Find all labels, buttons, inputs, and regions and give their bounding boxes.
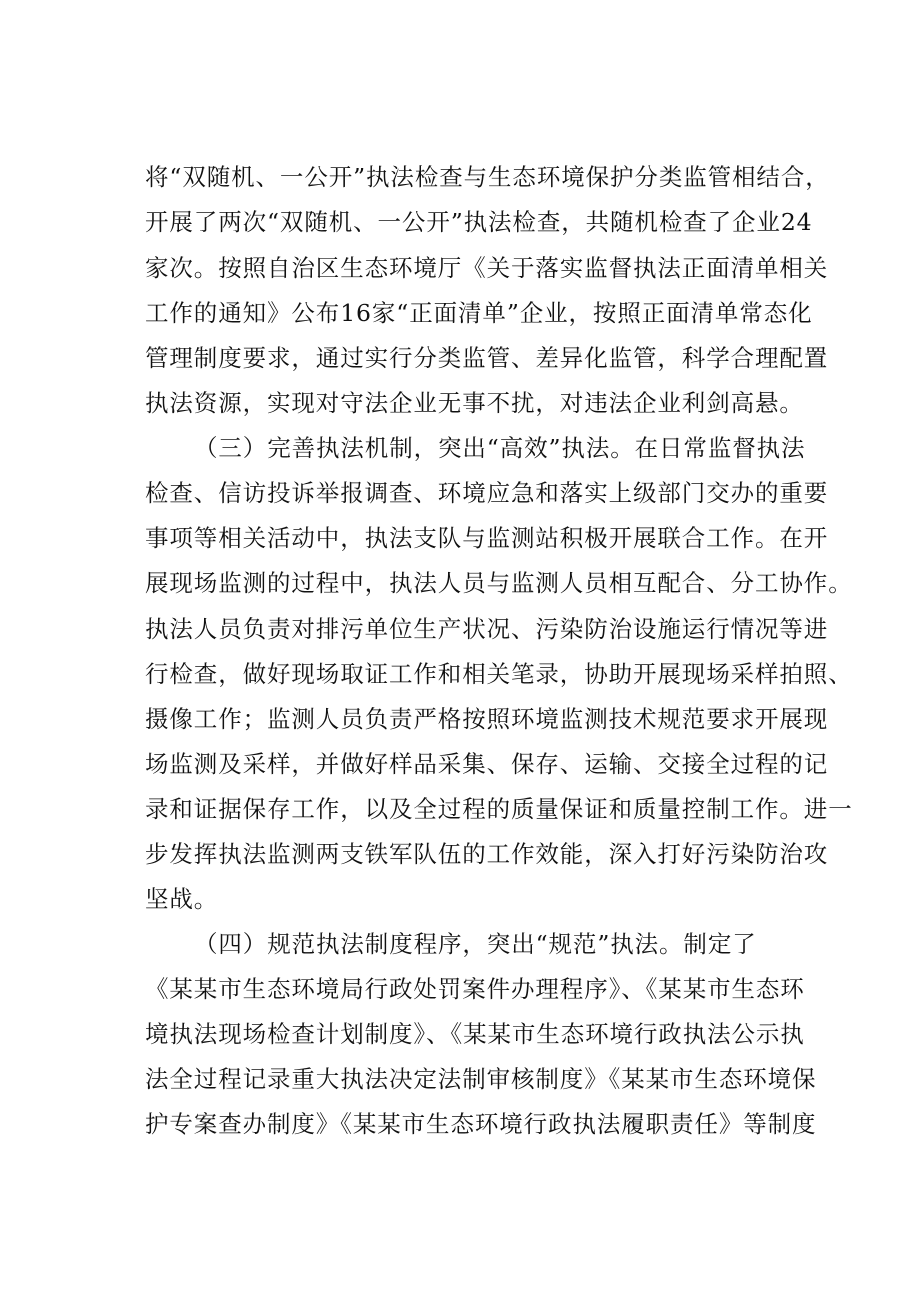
text-line: 境执法现场检查计划制度》、《某某市生态环境行政执法公示执 xyxy=(145,1020,805,1048)
text-line: 步发挥执法监测两支铁军队伍的工作效能，深入打好污染防治攻 xyxy=(145,840,829,868)
text-line: 录和证据保存工作，以及全过程的质量保证和质量控制工作。进一 xyxy=(145,795,853,823)
text-line: 展现场监测的过程中，执法人员与监测人员相互配合、分工协作。 xyxy=(145,569,853,597)
text-line: 摄像工作；监测人员负责严格按照环境监测技术规范要求开展现 xyxy=(145,705,829,733)
text-line: 工作的通知》公布16家“正面清单”企业，按照正面清单常态化 xyxy=(145,299,813,327)
text-line: 护专案查办制度》《某某市生态环境行政执法履职责任》等制度 xyxy=(145,1110,817,1138)
text-line: 《某某市生态环境局行政处罚案件办理程序》、《某某市生态环 xyxy=(145,975,805,1003)
text-line: 行检查，做好现场取证工作和相关笔录，协助开展现场采样拍照、 xyxy=(145,660,853,688)
text-line: 执法人员负责对排污单位生产状况、污染防治设施运行情况等进 xyxy=(145,615,829,643)
text-line: 将“双随机、一公开”执法检查与生态环境保护分类监管相结合， xyxy=(145,163,830,191)
text-line: 坚战。 xyxy=(145,885,219,913)
text-line: 法全过程记录重大执法决定法制审核制度》《某某市生态环境保 xyxy=(145,1065,817,1093)
text-line: 管理制度要求，通过实行分类监管、差异化监管，科学合理配置 xyxy=(145,344,829,372)
text-line: 场监测及采样，并做好样品采集、保存、运输、交接全过程的记 xyxy=(145,750,829,778)
text-line: 开展了两次“双随机、一公开”执法检查，共随机检查了企业24 xyxy=(145,208,813,236)
text-line: 家次。按照自治区生态环境厅《关于落实监督执法正面清单相关 xyxy=(145,254,829,282)
text-line: 执法资源，实现对守法企业无事不扰，对违法企业利剑高悬。 xyxy=(145,389,804,417)
section-heading-line: （四）规范执法制度程序，突出“规范”执法。制定了 xyxy=(194,930,757,958)
section-heading-line: （三）完善执法机制，突出“高效”执法。在日常监督执法 xyxy=(194,434,806,462)
text-line: 事项等相关活动中，执法支队与监测站积极开展联合工作。在开 xyxy=(145,524,829,552)
text-line: 检查、信访投诉举报调查、环境应急和落实上级部门交办的重要 xyxy=(145,479,829,507)
